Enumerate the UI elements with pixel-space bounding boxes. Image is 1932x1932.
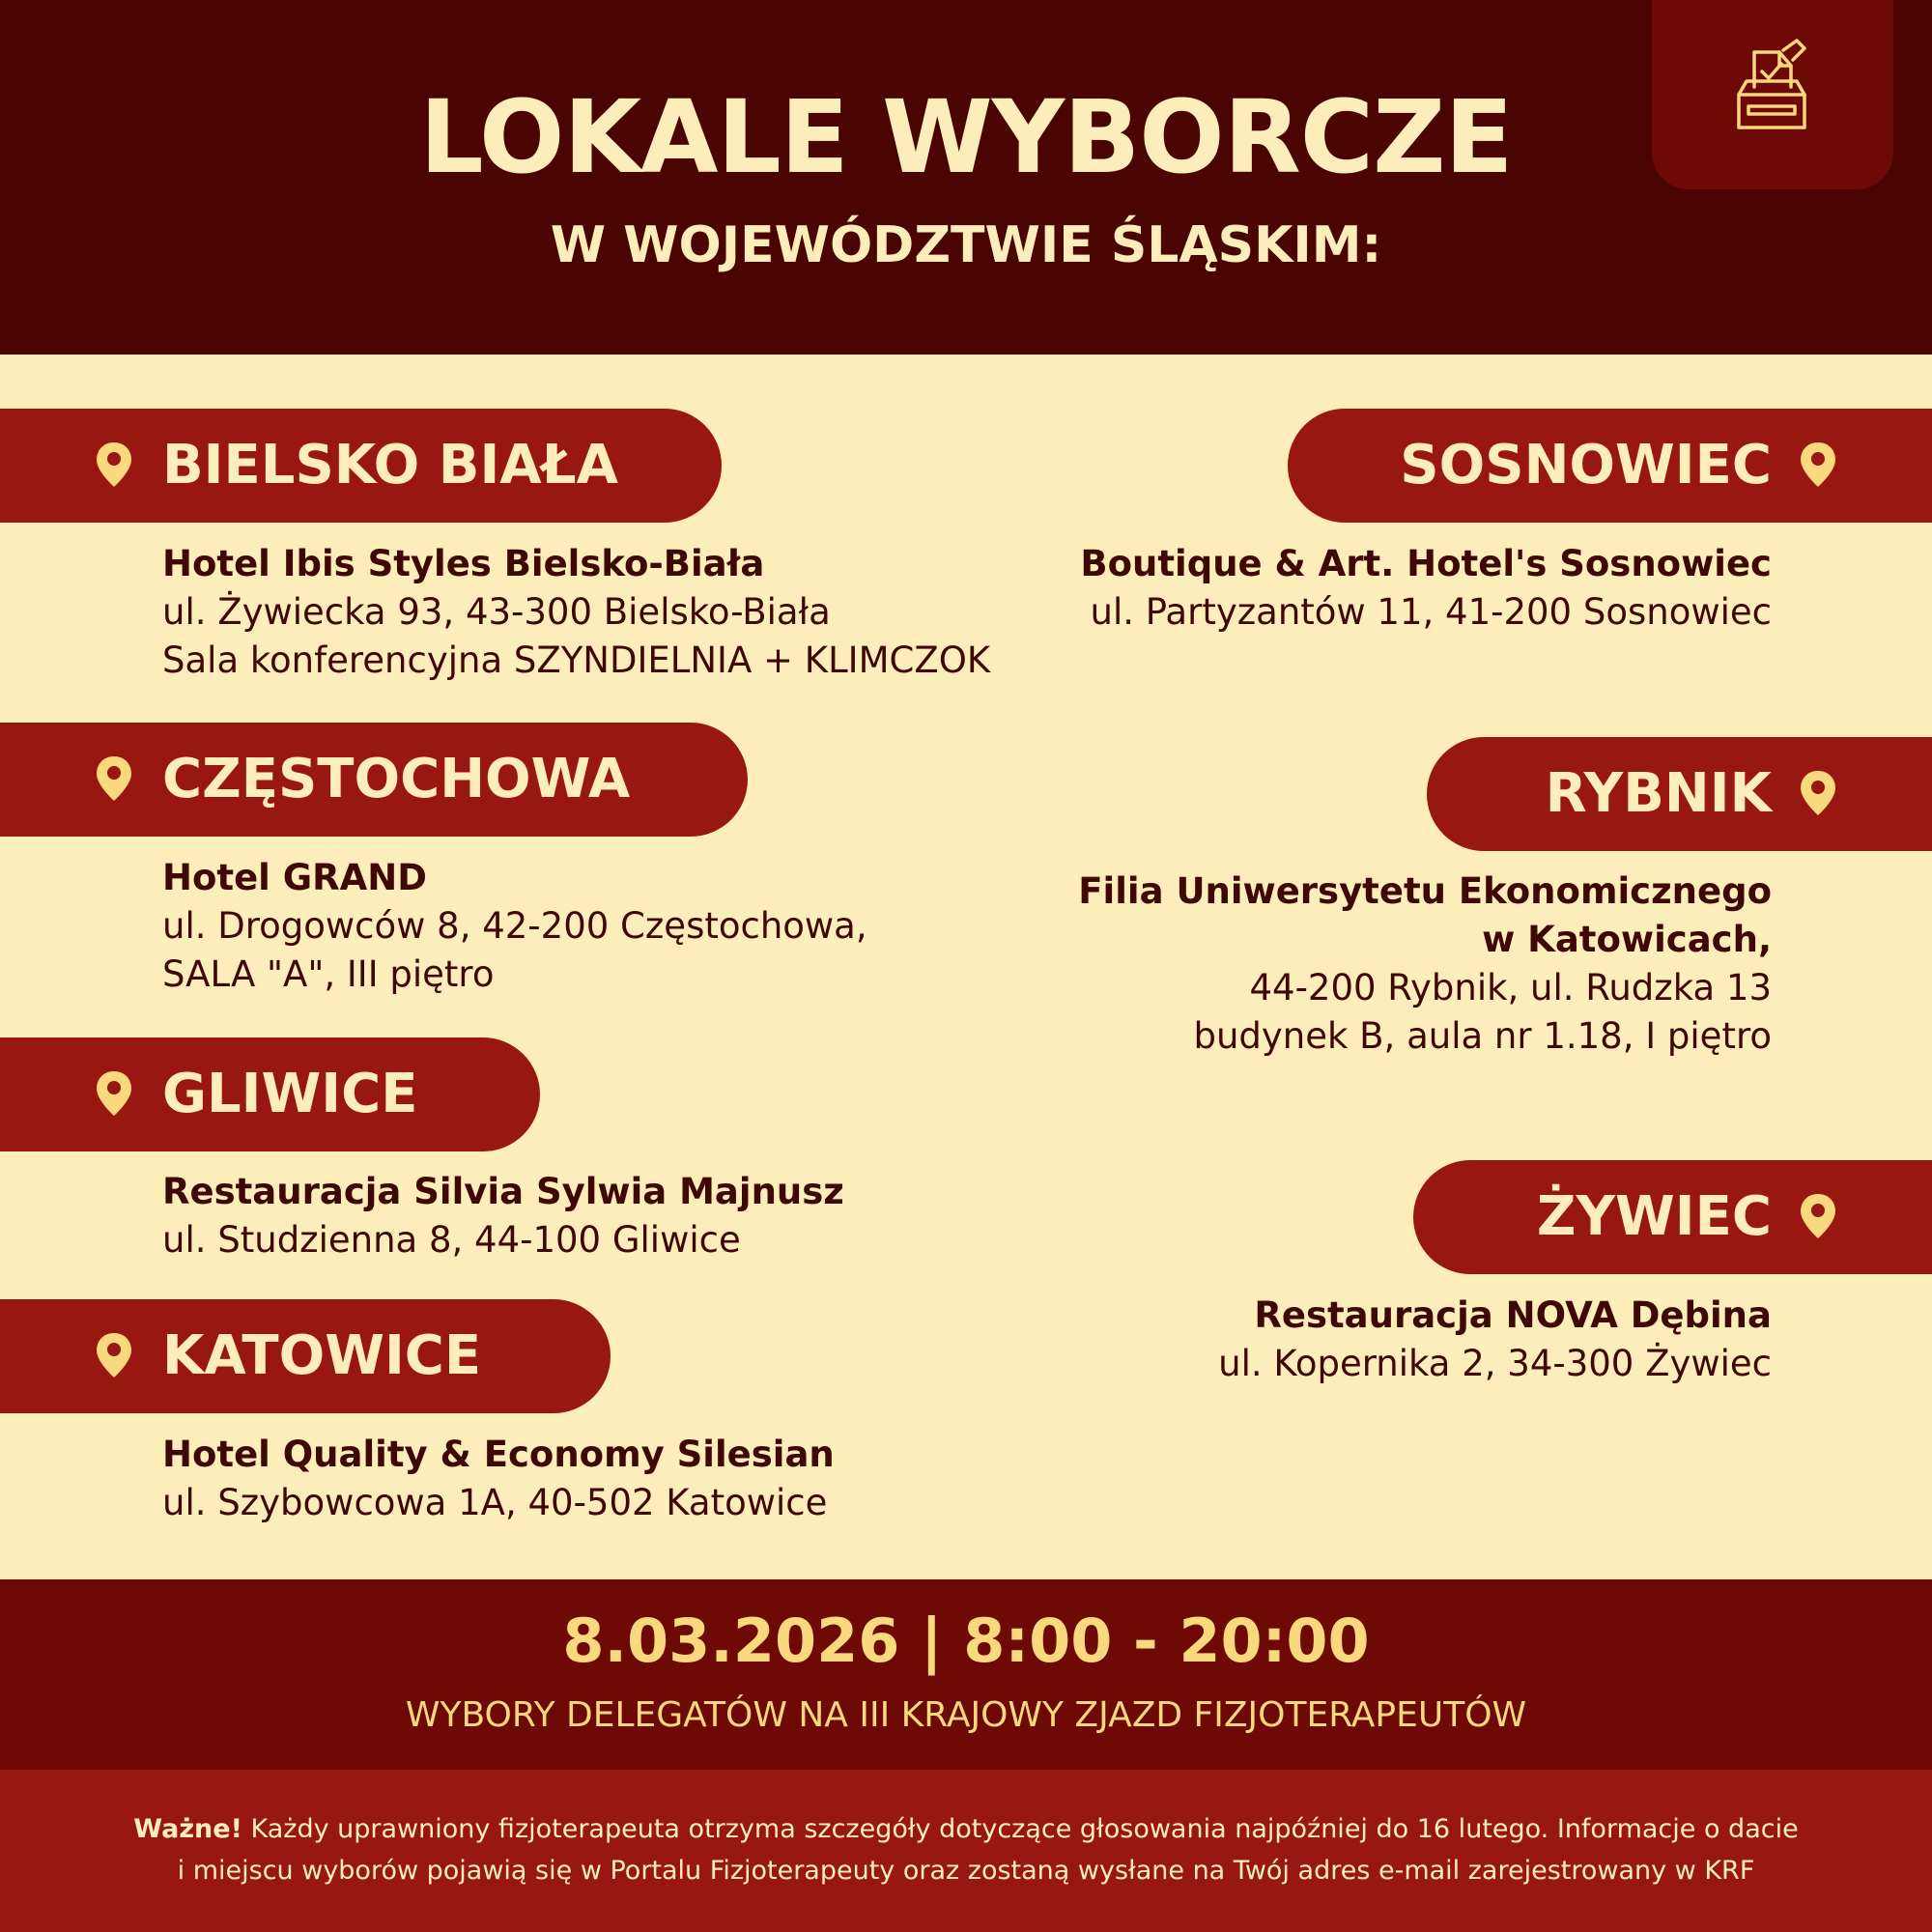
note-line-2: i miejscu wyborów pojawią się w Portalu Fizjoterapeuty oraz zostaną wysłane na Twój adres e-mail zarejestrowany w KRF — [177, 1856, 1755, 1886]
map-pin-icon — [1799, 440, 1837, 489]
map-pin-icon — [95, 1069, 133, 1118]
venue-gliwice — [162, 1168, 844, 1264]
city-pill-gliwice — [0, 1037, 540, 1151]
venue-katowice — [162, 1431, 835, 1527]
venue-rybnik — [1078, 867, 1772, 1061]
city-name: ŻYWIEC — [1536, 1185, 1772, 1248]
city-pill-katowice — [0, 1299, 611, 1413]
city-name: GLIWICE — [162, 1063, 418, 1125]
map-pin-icon — [95, 440, 133, 489]
page-subtitle: W WOJEWÓDZTWIE ŚLĄSKIM: — [550, 216, 1382, 274]
venue-address: ul. Studzienna 8, 44-100 Gliwice — [162, 1219, 741, 1261]
venue-name: Restauracja NOVA Dębina — [1254, 1294, 1772, 1336]
venue-name: Filia Uniwersytetu Ekonomicznego — [1078, 870, 1772, 912]
venue-address: ul. Drogowców 8, 42-200 Częstochowa, — [162, 905, 867, 947]
map-pin-icon — [1799, 769, 1837, 817]
note-line-1: Każdy uprawniony fizjoterapeuta otrzyma szczegóły dotyczące głosowania najpóźniej do 16 lutego. Informacje o dacie — [250, 1814, 1799, 1844]
city-name: BIELSKO BIAŁA — [162, 434, 618, 497]
venue-address: ul. Żywiecka 93, 43-300 Bielsko-Biała — [162, 591, 831, 633]
venue-room: Sala konferencyjna SZYNDIELNIA + KLIMCZOK — [162, 639, 991, 681]
map-pin-icon — [95, 754, 133, 803]
map-pin-icon — [95, 1331, 133, 1379]
header — [0, 0, 1932, 355]
venue-address: ul. Partyzantów 11, 41-200 Sosnowiec — [1090, 591, 1772, 633]
venue-czestochowa — [162, 854, 867, 999]
venue-name: Restauracja Silvia Sylwia Majnusz — [162, 1171, 844, 1212]
important-note — [0, 1770, 1932, 1932]
icon-tab — [1652, 0, 1893, 189]
footer-date-band — [0, 1579, 1932, 1770]
page-title: LOKALE WYBORCZE — [419, 78, 1513, 196]
venue-address: 44-200 Rybnik, ul. Rudzka 13 — [1249, 967, 1772, 1009]
city-name: SOSNOWIEC — [1400, 434, 1772, 497]
note-text — [58, 1808, 1874, 1891]
venue-name-cont: w Katowicach, — [1482, 919, 1772, 960]
venue-address: ul. Kopernika 2, 34-300 Żywiec — [1218, 1343, 1772, 1384]
election-title: WYBORY DELEGATÓW NA III KRAJOWY ZJAZD FIZJOTERAPEUTÓW — [405, 1695, 1527, 1735]
venue-room: SALA "A", III piętro — [162, 953, 495, 995]
venue-address: ul. Szybowcowa 1A, 40-502 Katowice — [162, 1482, 828, 1523]
election-date: 8.03.2026 | 8:00 - 20:00 — [562, 1605, 1370, 1676]
city-name: CZĘSTOCHOWA — [162, 748, 631, 810]
venue-bielsko-biala — [162, 540, 990, 685]
city-name: KATOWICE — [162, 1324, 482, 1387]
city-pill-czestochowa — [0, 723, 748, 837]
venue-name: Hotel Ibis Styles Bielsko-Biała — [162, 543, 765, 584]
map-pin-icon — [1799, 1192, 1837, 1240]
city-pill-zywiec — [1413, 1160, 1932, 1274]
city-pill-rybnik — [1427, 737, 1932, 851]
ballot-box-icon — [1723, 39, 1820, 135]
venue-name: Boutique & Art. Hotel's Sosnowiec — [1080, 543, 1772, 584]
city-pill-sosnowiec — [1288, 409, 1932, 523]
venue-room: budynek B, aula nr 1.18, I piętro — [1193, 1015, 1772, 1057]
venue-name: Hotel GRAND — [162, 857, 427, 898]
city-pill-bielsko-biala — [0, 409, 722, 523]
venue-name: Hotel Quality & Economy Silesian — [162, 1434, 835, 1475]
venue-sosnowiec — [1080, 540, 1772, 637]
city-name: RYBNIK — [1545, 762, 1772, 825]
note-lead: Ważne! — [133, 1814, 242, 1844]
venue-zywiec — [1218, 1292, 1772, 1388]
